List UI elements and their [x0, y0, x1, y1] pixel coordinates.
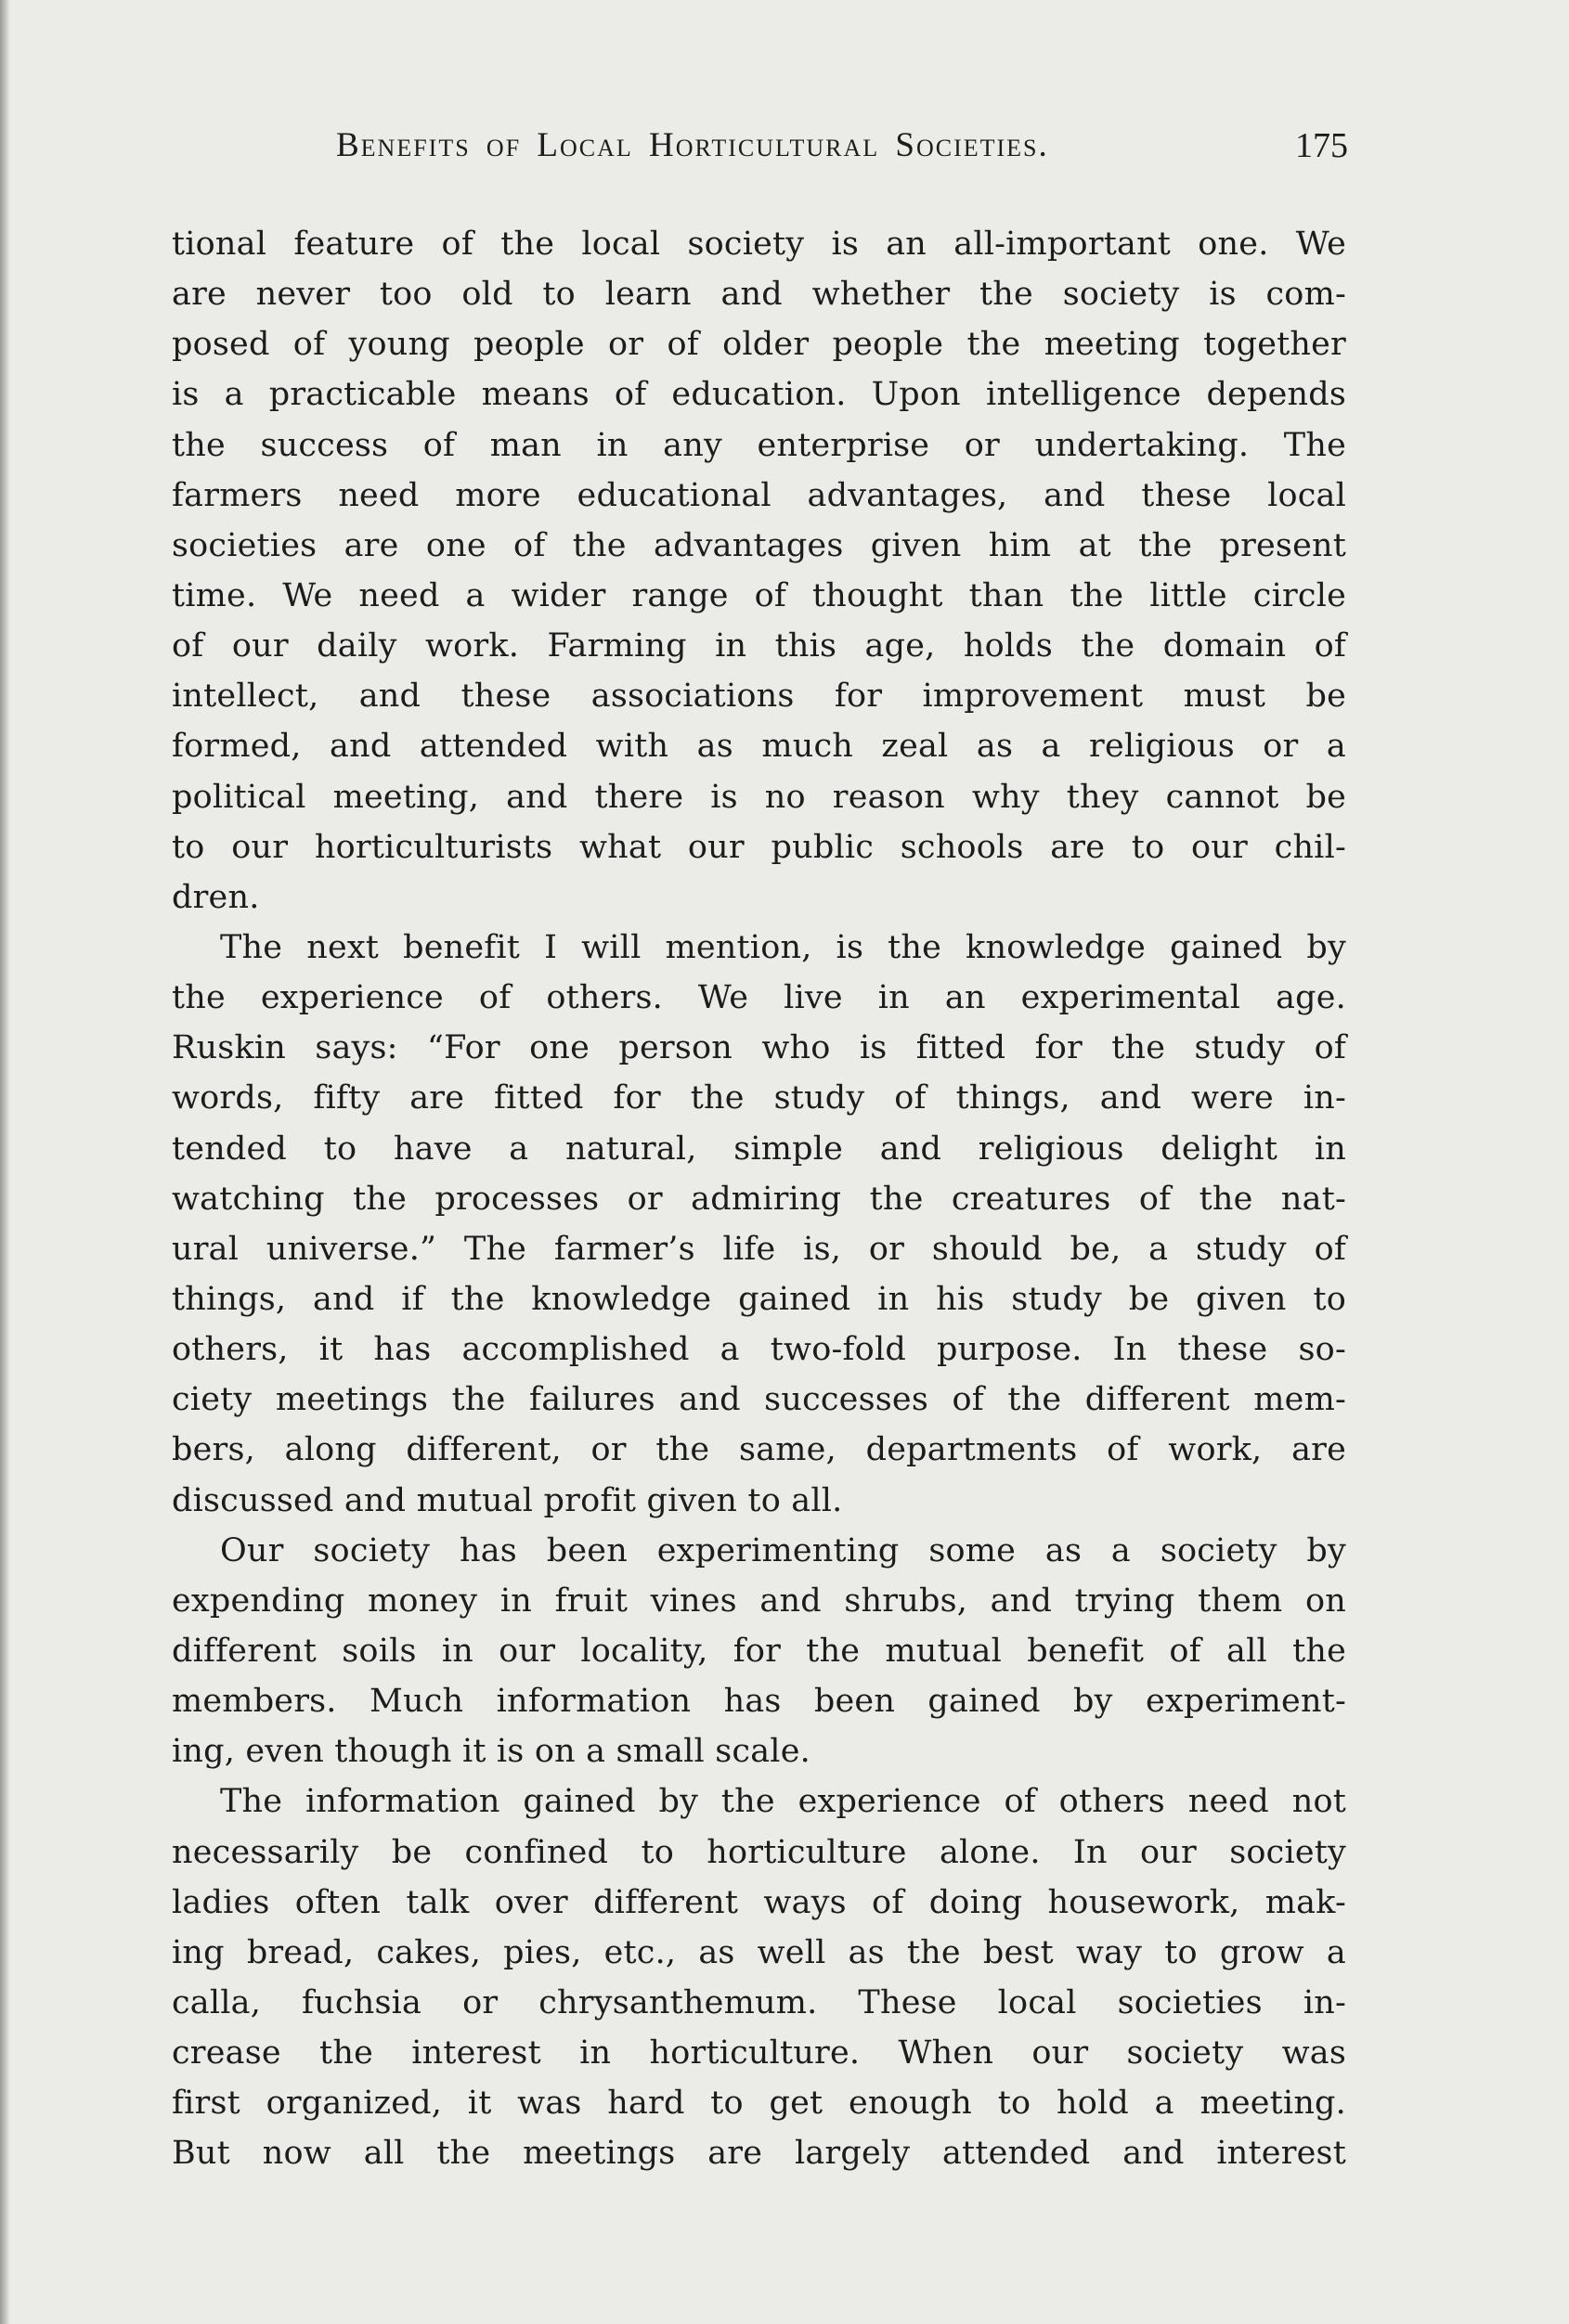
text-line: tional feature of the local society is an all-important one. We — [172, 226, 1346, 263]
text-line: calla, fuchsia or chrysanthemum. These local societies in- — [172, 1983, 1346, 2021]
text-line: ciety meetings the failures and successes of the different mem- — [172, 1381, 1346, 1419]
text-line: others, it has accomplished a two-fold purpose. In these so- — [172, 1331, 1346, 1369]
text-line: intellect, and these associations for improvement must be — [172, 678, 1346, 716]
text-line: ural universe.” The farmer’s life is, or should be, a study of — [172, 1230, 1346, 1268]
text-line: ing, even though it is on a small scale. — [172, 1733, 810, 1771]
text-line: time. We need a wider range of thought than the little circle — [172, 576, 1346, 614]
text-line: crease the interest in horticulture. When our society was — [172, 2034, 1346, 2072]
text-line: ladies often talk over different ways of doing housework, mak- — [172, 1883, 1346, 1921]
text-line: to our horticulturists what our public schools are to our chil- — [172, 828, 1346, 866]
text-line: farmers need more educational advantages, and these local — [172, 476, 1346, 514]
text-line: things, and if the knowledge gained in his study be given to — [172, 1280, 1346, 1318]
text-line: societies are one of the advantages given him at the present — [172, 526, 1346, 564]
text-line: expending money in fruit vines and shrubs, and trying them on — [172, 1582, 1346, 1620]
text-line: of our daily work. Farming in this age, holds the domain of — [172, 627, 1346, 665]
page-number: 175 — [1295, 126, 1348, 165]
text-line: tended to have a natural, simple and religious delight in — [172, 1130, 1346, 1168]
text-line: first organized, it was hard to get enough to hold a meeting. — [172, 2085, 1346, 2123]
body-text — [172, 219, 1346, 2178]
page-left-edge-shadow — [0, 0, 9, 2324]
text-line: The next benefit I will mention, is the knowledge gained by — [220, 928, 1346, 966]
text-line: dren. — [172, 878, 260, 916]
text-line: are never too old to learn and whether the society is com- — [172, 276, 1346, 314]
text-line: Our society has been experimenting some as a society by — [220, 1531, 1346, 1569]
text-line: ing bread, cakes, pies, etc., as well as the best way to grow a — [172, 1933, 1346, 1971]
text-line: watching the processes or admiring the creatures of the nat- — [172, 1180, 1346, 1218]
text-line: posed of young people or of older people the meeting together — [172, 326, 1346, 364]
text-line: Ruskin says: “For one person who is fitted for the study of — [172, 1029, 1346, 1067]
text-line: discussed and mutual profit given to all. — [172, 1481, 843, 1519]
text-line: is a practicable means of education. Upon intelligence depends — [172, 376, 1346, 414]
text-line: bers, along different, or the same, departments of work, are — [172, 1431, 1346, 1469]
text-line: political meeting, and there is no reason why they cannot be — [172, 778, 1346, 816]
text-line: members. Much information has been gained by experiment- — [172, 1683, 1346, 1721]
text-line: formed, and attended with as much zeal as a religious or a — [172, 728, 1346, 766]
text-line: necessarily be confined to horticulture alone. In our society — [172, 1833, 1346, 1871]
text-line: the experience of others. We live in an experimental age. — [172, 979, 1346, 1017]
text-line: But now all the meetings are largely attended and interest — [172, 2135, 1346, 2173]
page-header — [336, 125, 1348, 172]
text-line: words, fifty are fitted for the study of things, and were in- — [172, 1079, 1346, 1117]
text-line: different soils in our locality, for the mutual benefit of all the — [172, 1632, 1346, 1670]
running-title: Benefits of Local Horticultural Societies. — [336, 126, 1049, 164]
text-line: The information gained by the experience of others need not — [220, 1783, 1346, 1821]
text-line: the success of man in any enterprise or undertaking. The — [172, 426, 1346, 464]
